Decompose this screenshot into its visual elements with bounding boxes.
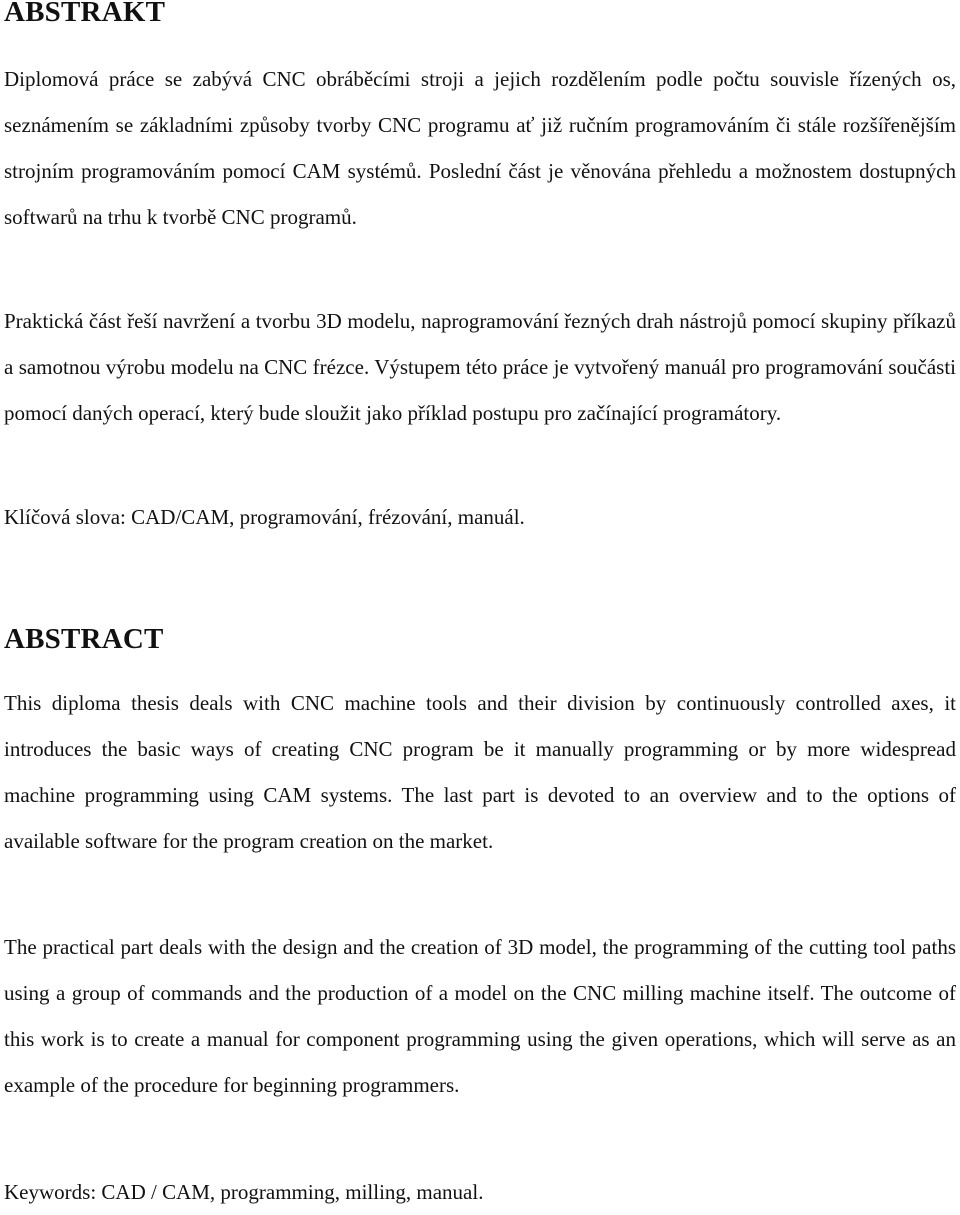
abstrakt-paragraph-2: Praktická část řeší navržení a tvorbu 3D modelu, naprogramování řezných drah nástrojů pomocí skupiny příkazů a samotnou výrobu modelu na CNC frézce. Výstupem této práce je vytvořený manuál pro programování součásti pomocí daných operací, který bude sloužit jako příklad postupu pro začínající programátory. — [4, 309, 956, 425]
abstract-paragraph-1: This diploma thesis deals with CNC machine tools and their division by continuously controlled axes, it introduces the basic ways of creating CNC program be it manually programming or by more widespread machine programming using CAM systems. The last part is devoted to an overview and to the options of available software for the program creation on the market. — [4, 691, 956, 853]
abstrakt-keywords: Klíčová slova: CAD/CAM, programování, frézování, manuál. — [4, 505, 525, 529]
abstrakt-heading: ABSTRAKT — [4, 0, 166, 28]
abstract-heading: ABSTRACT — [4, 623, 164, 655]
abstract-keywords: Keywords: CAD / CAM, programming, milling, manual. — [4, 1180, 484, 1204]
abstrakt-paragraph-1: Diplomová práce se zabývá CNC obráběcími stroji a jejich rozdělením podle počtu souvisle řízených os, seznámením se základními způsoby tvorby CNC programu ať již ručním programováním či stále rozšířenějším strojním programováním pomocí CAM systémů. Poslední část je věnována přehledu a možnostem dostupných softwarů na trhu k tvorbě CNC programů. — [4, 67, 956, 229]
abstract-paragraph-2: The practical part deals with the design and the creation of 3D model, the programming of the cutting tool paths using a group of commands and the production of a model on the CNC milling machine itself. The outcome of this work is to create a manual for component programming using the given operations, which will serve as an example of the procedure for beginning programmers. — [4, 935, 956, 1097]
